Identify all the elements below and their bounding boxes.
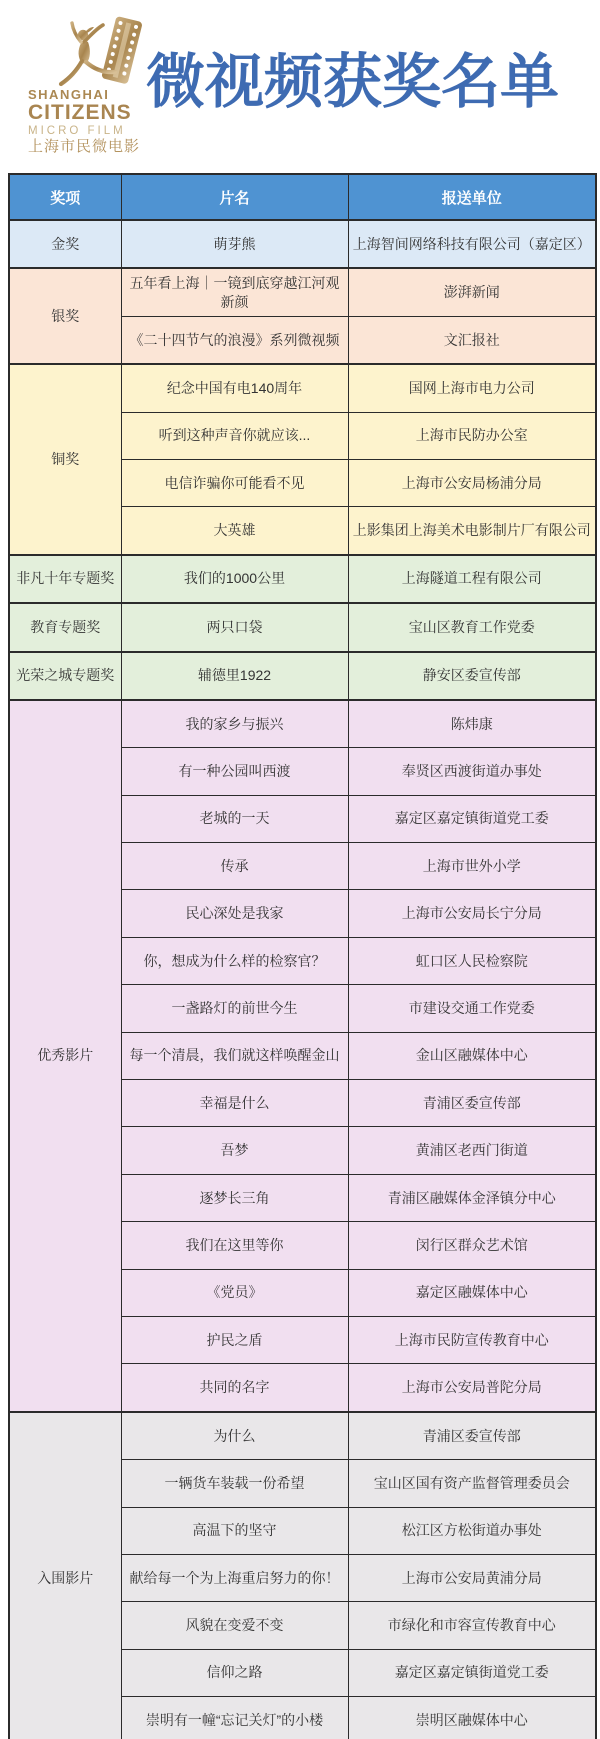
unit-cell: 澎湃新闻 xyxy=(348,268,596,316)
film-cell: 逐梦长三角 xyxy=(121,1174,348,1221)
unit-cell: 奉贤区西渡街道办事处 xyxy=(348,748,596,795)
unit-cell: 金山区融媒体中心 xyxy=(348,1032,596,1079)
unit-cell: 上影集团上海美术电影制片厂有限公司 xyxy=(348,507,596,555)
table-row xyxy=(9,268,596,316)
unit-cell: 上海市民防办公室 xyxy=(348,412,596,459)
unit-cell: 上海市公安局长宁分局 xyxy=(348,890,596,937)
award-cell: 光荣之城专题奖 xyxy=(9,652,121,700)
table-header-row xyxy=(9,174,596,220)
unit-cell: 国网上海市电力公司 xyxy=(348,364,596,412)
award-cell: 金奖 xyxy=(9,220,121,268)
table-row xyxy=(9,555,596,603)
film-cell: 我们在这里等你 xyxy=(121,1222,348,1269)
unit-cell: 陈炜康 xyxy=(348,700,596,748)
unit-cell: 上海市民防宣传教育中心 xyxy=(348,1316,596,1363)
unit-cell: 虹口区人民检察院 xyxy=(348,937,596,984)
unit-cell: 文汇报社 xyxy=(348,316,596,364)
film-cell: 崇明有一幢“忘记关灯”的小楼 xyxy=(121,1697,348,1739)
film-cell: 我的家乡与振兴 xyxy=(121,700,348,748)
table-row xyxy=(9,603,596,651)
unit-cell: 上海市公安局普陀分局 xyxy=(348,1364,596,1412)
film-cell: 一盏路灯的前世今生 xyxy=(121,985,348,1032)
unit-cell: 宝山区国有资产监督管理委员会 xyxy=(348,1460,596,1507)
page-title: 微视频获奖名单 xyxy=(146,47,560,116)
unit-cell: 上海市公安局杨浦分局 xyxy=(348,459,596,506)
film-cell: 信仰之路 xyxy=(121,1649,348,1696)
unit-cell: 上海市世外小学 xyxy=(348,843,596,890)
film-cell: 吾梦 xyxy=(121,1127,348,1174)
unit-cell: 嘉定区嘉定镇街道党工委 xyxy=(348,795,596,842)
unit-cell: 嘉定区嘉定镇街道党工委 xyxy=(348,1649,596,1696)
table-row xyxy=(9,364,596,412)
film-cell: 大英雄 xyxy=(121,507,348,555)
film-cell: 你，想成为什么样的检察官？ xyxy=(121,937,348,984)
film-cell: 听到这种声音你就应该... xyxy=(121,412,348,459)
header-film: 片名 xyxy=(121,174,348,220)
film-cell: 两只口袋 xyxy=(121,603,348,651)
unit-cell: 上海市公安局黄浦分局 xyxy=(348,1554,596,1601)
film-cell: 《党员》 xyxy=(121,1269,348,1316)
unit-cell: 松江区方松街道办事处 xyxy=(348,1507,596,1554)
header-unit: 报送单位 xyxy=(348,174,596,220)
unit-cell: 青浦区融媒体金泽镇分中心 xyxy=(348,1174,596,1221)
logo-line-citizens: CITIZENS xyxy=(28,100,132,124)
unit-cell: 青浦区委宣传部 xyxy=(348,1412,596,1460)
festival-logo xyxy=(15,8,145,168)
film-cell: 有一种公园叫西渡 xyxy=(121,748,348,795)
film-cell: 风貌在变爱不变 xyxy=(121,1602,348,1649)
film-cell: 幸福是什么 xyxy=(121,1080,348,1127)
unit-cell: 市建设交通工作党委 xyxy=(348,985,596,1032)
film-cell: 电信诈骗你可能看不见 xyxy=(121,459,348,506)
table-row xyxy=(9,700,596,748)
unit-cell: 青浦区委宣传部 xyxy=(348,1080,596,1127)
dancer-filmstrip-icon xyxy=(53,14,143,94)
film-cell: 五年看上海｜一镜到底穿越江河观新颜 xyxy=(121,268,348,316)
film-cell: 一辆货车装载一份希望 xyxy=(121,1460,348,1507)
unit-cell: 宝山区教育工作党委 xyxy=(348,603,596,651)
unit-cell: 市绿化和市容宣传教育中心 xyxy=(348,1602,596,1649)
unit-cell: 上海隧道工程有限公司 xyxy=(348,555,596,603)
film-cell: 高温下的坚守 xyxy=(121,1507,348,1554)
festival-logo-text xyxy=(28,88,140,155)
unit-cell: 上海智间网络科技有限公司（嘉定区） xyxy=(348,220,596,268)
table-row xyxy=(9,1412,596,1460)
award-cell: 银奖 xyxy=(9,268,121,364)
film-cell: 献给每一个为上海重启努力的你！ xyxy=(121,1554,348,1601)
award-cell: 入围影片 xyxy=(9,1412,121,1739)
unit-cell: 黄浦区老西门街道 xyxy=(348,1127,596,1174)
film-cell: 共同的名字 xyxy=(121,1364,348,1412)
award-cell: 非凡十年专题奖 xyxy=(9,555,121,603)
table-row xyxy=(9,652,596,700)
award-cell: 铜奖 xyxy=(9,364,121,555)
awards-table xyxy=(8,173,597,1739)
award-cell: 优秀影片 xyxy=(9,700,121,1412)
film-cell: 纪念中国有电140周年 xyxy=(121,364,348,412)
unit-cell: 崇明区融媒体中心 xyxy=(348,1697,596,1739)
film-cell: 老城的一天 xyxy=(121,795,348,842)
film-cell: 传承 xyxy=(121,843,348,890)
table-row xyxy=(9,220,596,268)
film-cell: 萌芽熊 xyxy=(121,220,348,268)
unit-cell: 静安区委宣传部 xyxy=(348,652,596,700)
film-cell: 民心深处是我家 xyxy=(121,890,348,937)
unit-cell: 闵行区群众艺术馆 xyxy=(348,1222,596,1269)
unit-cell: 嘉定区融媒体中心 xyxy=(348,1269,596,1316)
film-cell: 为什么 xyxy=(121,1412,348,1460)
header-award: 奖项 xyxy=(9,174,121,220)
award-cell: 教育专题奖 xyxy=(9,603,121,651)
film-cell: 护民之盾 xyxy=(121,1316,348,1363)
logo-line-microfilm: MICRO FILM xyxy=(28,124,126,137)
film-cell: 每一个清晨，我们就这样唤醒金山 xyxy=(121,1032,348,1079)
film-cell: 我们的1000公里 xyxy=(121,555,348,603)
logo-line-shanghai: SHANGHAI xyxy=(28,87,110,102)
logo-line-chinese: 上海市民微电影 xyxy=(28,137,141,155)
film-cell: 《二十四节气的浪漫》系列微视频 xyxy=(121,316,348,364)
film-cell: 辅德里1922 xyxy=(121,652,348,700)
